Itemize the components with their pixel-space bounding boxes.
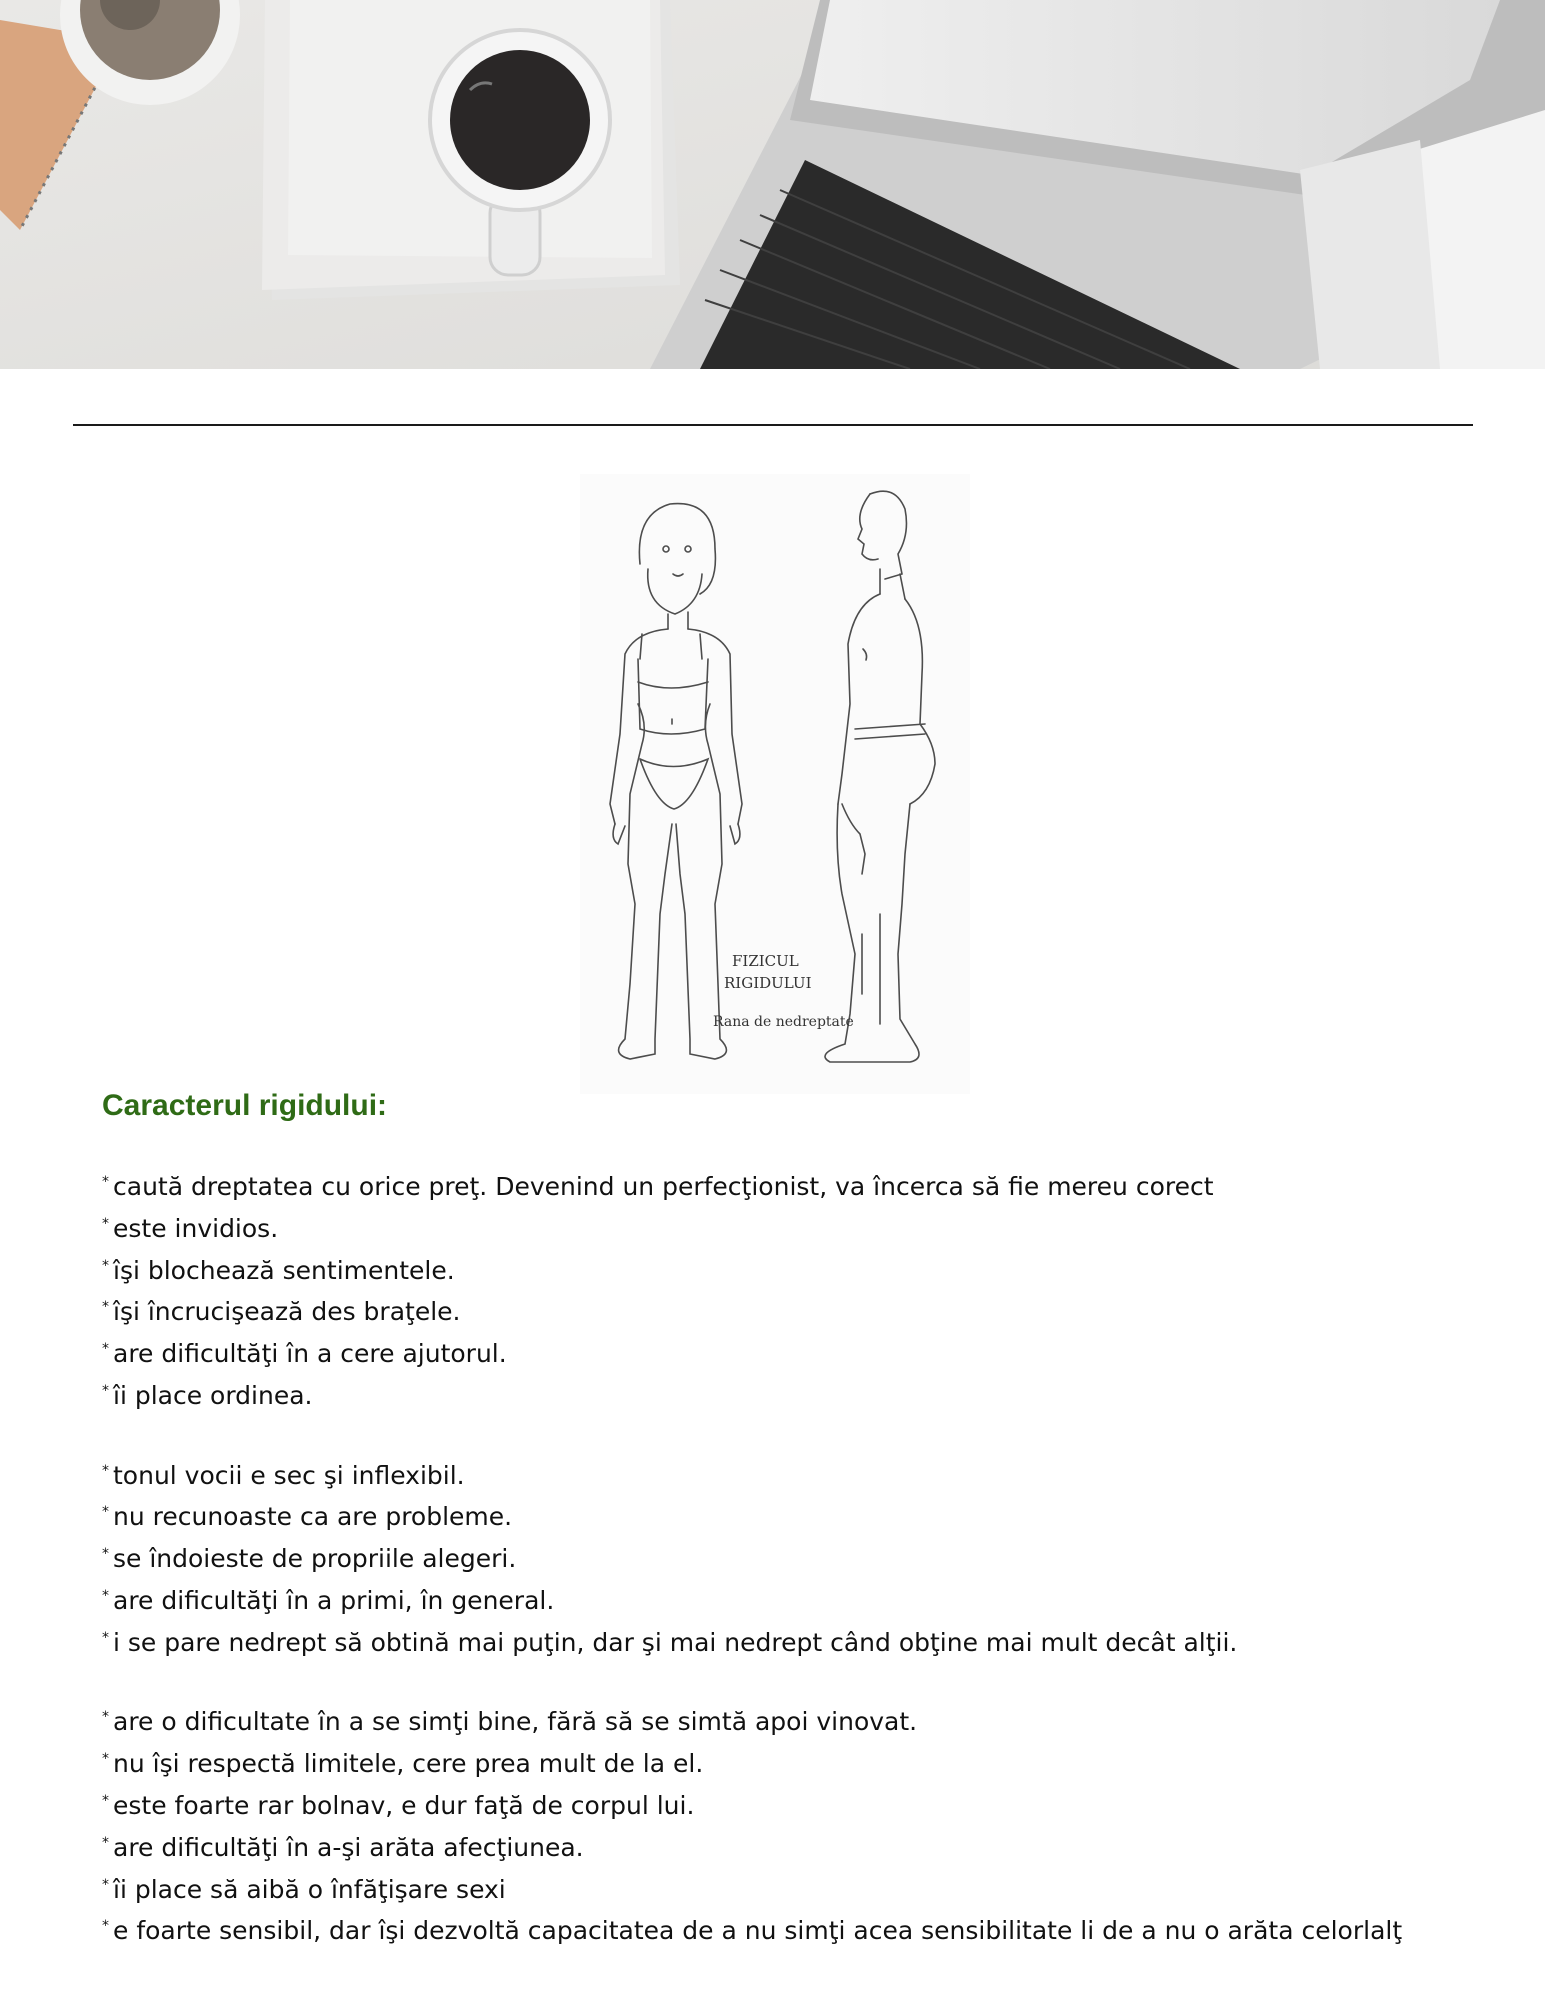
trait-list	[102, 1164, 1522, 1988]
trait-list-item	[102, 1825, 1522, 1867]
bullet-marker: *	[102, 1834, 109, 1851]
figure-caption-subtitle: Rana de nedreptate	[713, 1014, 854, 1030]
trait-text: este invidios.	[113, 1213, 279, 1243]
trait-list-item	[102, 1741, 1522, 1783]
bullet-marker: *	[102, 1462, 109, 1479]
trait-list-item	[102, 1164, 1522, 1206]
trait-text: se îndoieste de propriile alegeri.	[113, 1544, 517, 1574]
trait-text: este foarte rar bolnav, e dur faţă de corpul lui.	[113, 1790, 695, 1820]
trait-list-item	[102, 1206, 1522, 1248]
bullet-marker: *	[102, 1587, 109, 1604]
trait-list-item	[102, 1453, 1522, 1495]
trait-text: are dificultăţi în a-şi arăta afecţiunea.	[113, 1832, 584, 1862]
bullet-marker: *	[102, 1709, 109, 1726]
bullet-marker: *	[102, 1504, 109, 1521]
bullet-marker: *	[102, 1629, 109, 1646]
trait-list-item	[102, 1248, 1522, 1290]
desk-photo-illustration	[0, 0, 1545, 369]
bullet-marker: *	[102, 1299, 109, 1316]
trait-text: îi place să aibă o înfăţişare sexi	[113, 1874, 506, 1904]
trait-text: nu recunoaste ca are probleme.	[113, 1502, 513, 1532]
trait-group	[102, 1453, 1522, 1662]
trait-text: îşi încrucişează des braţele.	[113, 1297, 461, 1327]
bullet-marker: *	[102, 1546, 109, 1563]
front-figure-drawing	[610, 504, 742, 1059]
trait-group	[102, 1699, 1522, 1950]
trait-text: are o dificultate în a se simţi bine, fără să se simtă apoi vinovat.	[113, 1707, 918, 1737]
header-photo	[0, 0, 1545, 369]
section-heading: Caracterul rigidului:	[102, 1089, 388, 1122]
side-figure-drawing	[825, 491, 935, 1062]
trait-text: tonul vocii e sec şi inflexibil.	[113, 1460, 465, 1490]
bullet-marker: *	[102, 1876, 109, 1893]
bullet-marker: *	[102, 1174, 109, 1190]
bullet-marker: *	[102, 1918, 109, 1935]
bullet-marker: *	[102, 1215, 109, 1232]
trait-text: îi place ordinea.	[113, 1380, 313, 1410]
trait-list-item	[102, 1867, 1522, 1909]
trait-list-item	[102, 1578, 1522, 1620]
trait-text: nu îşi respectă limitele, cere prea mult de la el.	[113, 1749, 704, 1779]
trait-list-item	[102, 1289, 1522, 1331]
trait-list-item	[102, 1620, 1522, 1662]
trait-list-item	[102, 1536, 1522, 1578]
figure-caption-line1: FIZICUL	[732, 952, 799, 970]
trait-text: are dificultăţi în a primi, în general.	[113, 1585, 555, 1615]
trait-list-item	[102, 1699, 1522, 1741]
trait-group	[102, 1164, 1522, 1415]
bullet-marker: *	[102, 1751, 109, 1768]
bullet-marker: *	[102, 1257, 109, 1274]
figure-caption-line2: RIGIDULUI	[724, 974, 812, 992]
bullet-marker: *	[102, 1382, 109, 1399]
trait-text: are dificultăţi în a cere ajutorul.	[113, 1339, 507, 1369]
trait-text: e foarte sensibil, dar îşi dezvoltă capacitatea de a nu simţi acea sensibilitate li de a nu o arăta celorlalţ	[113, 1916, 1403, 1946]
trait-list-item	[102, 1908, 1522, 1950]
trait-text: i se pare nedrept să obtină mai puţin, dar şi mai nedrept când obţine mai mult decât alţii.	[113, 1627, 1238, 1657]
bullet-marker: *	[102, 1792, 109, 1809]
trait-list-item	[102, 1331, 1522, 1373]
trait-list-item	[102, 1373, 1522, 1415]
section-divider	[73, 424, 1473, 426]
trait-list-item	[102, 1494, 1522, 1536]
trait-text: caută dreptatea cu orice preţ. Devenind un perfecţionist, va încerca să fie mereu corect	[113, 1172, 1214, 1201]
trait-text: îşi blochează sentimentele.	[113, 1255, 455, 1285]
trait-list-item	[102, 1783, 1522, 1825]
bullet-marker: *	[102, 1341, 109, 1358]
body-type-illustration	[580, 474, 970, 1094]
